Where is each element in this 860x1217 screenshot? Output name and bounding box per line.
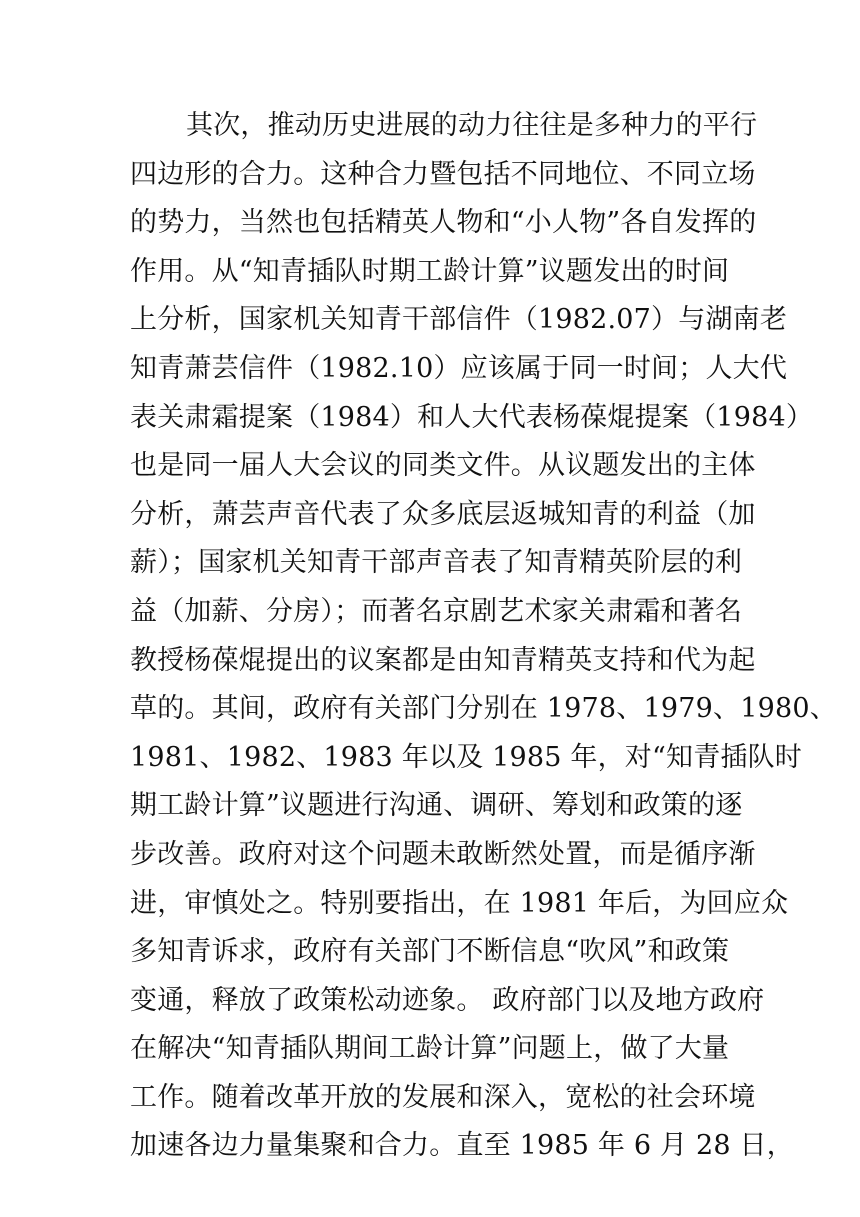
text-line: 工作。随着改革开放的发展和深入，宽松的社会环境 (130, 1081, 756, 1113)
body-paragraph (0, 102, 860, 1171)
text-line: 期工龄计算”议题进行沟通、调研、筹划和政策的逐 (130, 790, 743, 822)
text-line: 四边形的合力。这种合力暨包括不同地位、不同立场 (130, 158, 756, 190)
text-line: 1981、1982、1983 年以及 1985 年，对“知青插队时 (130, 741, 803, 773)
text-line: 进，审慎处之。特别要指出，在 1981 年后，为回应众 (130, 887, 789, 919)
text-line: 分析，萧芸声音代表了众多底层返城知青的利益（加 (130, 498, 756, 530)
text-line: 上分析，国家机关知青干部信件（1982.07）与湖南老 (130, 304, 788, 336)
text-line: 知青萧芸信件（1982.10）应该属于同一时间；人大代 (130, 352, 788, 384)
text-line: 也是同一届人大会议的同类文件。从议题发出的主体 (130, 450, 756, 482)
text-line: 草的。其间，政府有关部门分别在 1978、1979、1980、 (130, 693, 837, 725)
text-line: 薪）；国家机关知青干部声音表了知青精英阶层的利 (130, 547, 743, 579)
text-line: 教授杨葆焜提出的议案都是由知青精英支持和代为起 (130, 644, 756, 676)
text-line: 作用。从“知青插队时期工龄计算”议题发出的时间 (130, 255, 730, 287)
text-line: 表关肃霜提案（1984）和人大代表杨葆焜提案（1984） (130, 401, 814, 433)
text-line: 步改善。政府对这个问题未敢断然处置，而是循序渐 (130, 838, 756, 870)
text-line: 其次，推动历史进展的动力往往是多种力的平行 (186, 110, 758, 141)
text-line: 的势力，当然也包括精英人物和“小人物”各自发挥的 (130, 207, 757, 239)
text-line: 多知青诉求，政府有关部门不断信息“吹风”和政策 (130, 936, 730, 968)
text-line: 加速各边力量集聚和合力。直至 1985 年 6 月 28 日， (130, 1130, 794, 1162)
text-line: 益（加薪、分房）；而著名京剧艺术家关肃霜和著名 (130, 595, 743, 627)
text-line: 在解决“知青插队期间工龄计算”问题上，做了大量 (130, 1033, 730, 1065)
text-line: 变通，释放了政策松动迹象。 政府部门以及地方政府 (130, 984, 765, 1016)
